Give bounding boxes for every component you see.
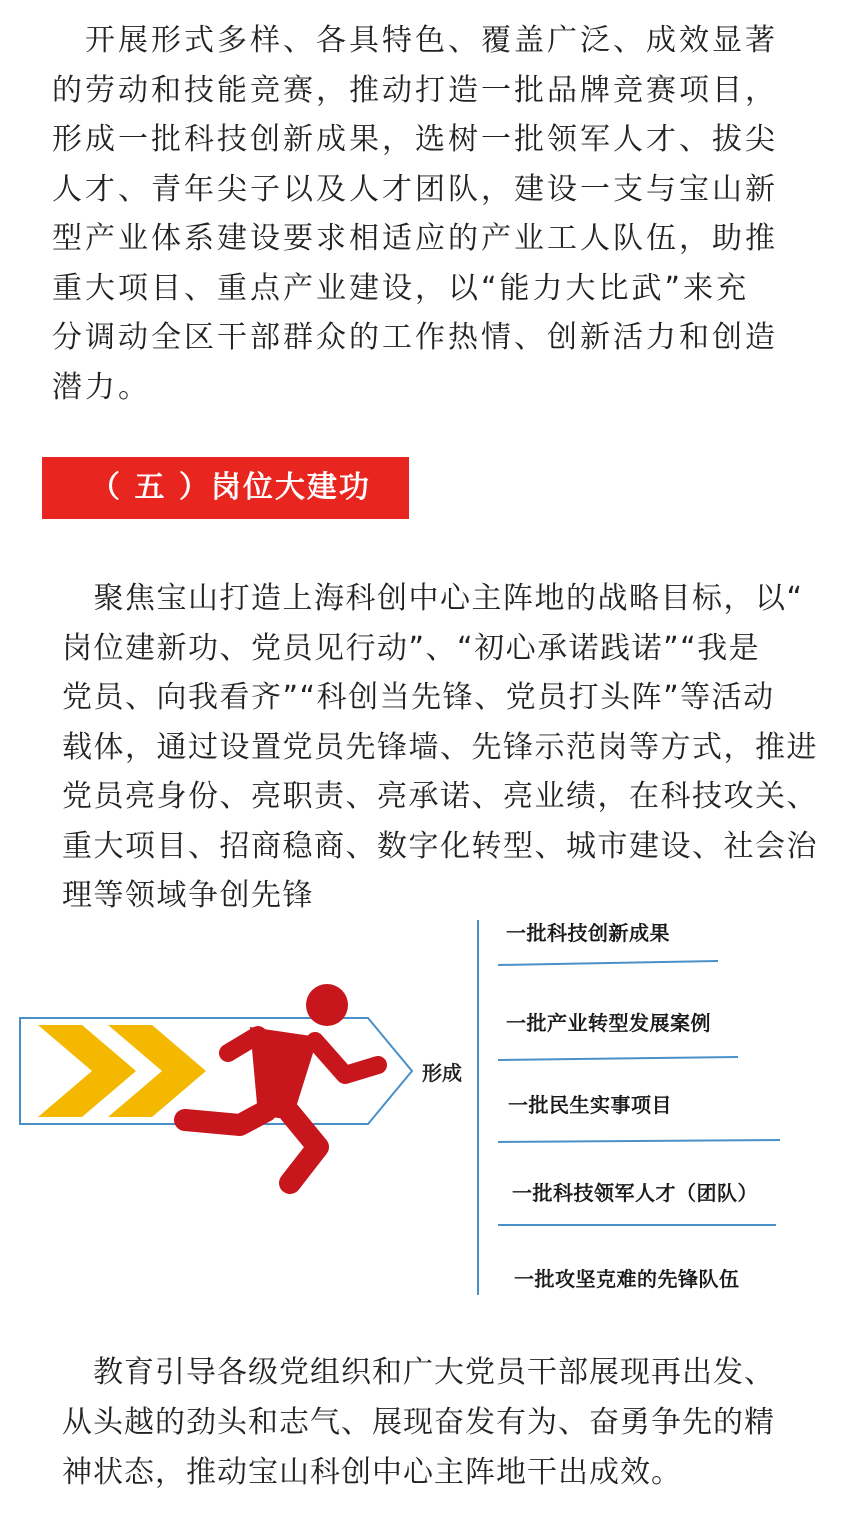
branch-item: 一批攻坚克难的先锋队伍 bbox=[514, 1267, 740, 1291]
outcomes-diagram bbox=[0, 915, 868, 1315]
body-paragraph bbox=[62, 574, 822, 921]
text-line: 潜力。 bbox=[52, 369, 151, 405]
diagram-graphics bbox=[0, 915, 868, 1315]
branch-item: 一批科技创新成果 bbox=[506, 921, 670, 945]
text-line: 重大项目、招商稳商、数字化转型、城市建设、社会治 bbox=[62, 828, 818, 864]
branch-item: 一批产业转型发展案例 bbox=[506, 1011, 711, 1035]
text-line: 理等领域争创先锋 bbox=[62, 878, 314, 913]
closing-paragraph bbox=[62, 1348, 822, 1498]
text-line: 重大项目、重点产业建设，以“能力大比武”来充 bbox=[52, 270, 750, 306]
branch-item: 一批科技领军人才（团队） bbox=[512, 1181, 758, 1205]
text-line: 开展形式多样、各具特色、覆盖广泛、成效显著 bbox=[52, 23, 778, 58]
section-heading: （ 五 ）岗位大建功 bbox=[42, 457, 409, 519]
center-label: 形成 bbox=[422, 1061, 462, 1085]
branch-underline bbox=[498, 1057, 738, 1060]
text-line: 分调动全区干部群众的工作热情、创新活力和创造 bbox=[52, 320, 778, 355]
text-line: 岗位建新功、党员见行动”、“初心承诺践诺”“我是 bbox=[62, 630, 761, 666]
text-line: 神状态，推动宝山科创中心主阵地干出成效。 bbox=[62, 1455, 682, 1490]
text-line: 的劳动和技能竞赛，推动打造一批品牌竞赛项目， bbox=[52, 72, 778, 108]
text-line: 教育引导各级党组织和广大党员干部展现再出发、 bbox=[62, 1355, 775, 1390]
text-line: 聚焦宝山打造上海科创中心主阵地的战略目标，以“ bbox=[62, 581, 804, 616]
intro-paragraph bbox=[52, 16, 812, 412]
text-line: 型产业体系建设要求相适应的产业工人队伍，助推 bbox=[52, 221, 778, 256]
branch-underline bbox=[498, 961, 718, 965]
text-line: 党员亮身份、亮职责、亮承诺、亮业绩，在科技攻关、 bbox=[62, 779, 818, 814]
text-line: 形成一批科技创新成果，选树一批领军人才、拔尖 bbox=[52, 122, 778, 157]
branch-underline bbox=[498, 1140, 780, 1142]
text-line: 载体，通过设置党员先锋墙、先锋示范岗等方式，推进 bbox=[62, 729, 818, 765]
text-line: 党员、向我看齐”“科创当先锋、党员打头阵”等活动 bbox=[62, 680, 775, 715]
text-line: 从头越的劲头和志气、展现奋发有为、奋勇争先的精 bbox=[62, 1405, 775, 1440]
branch-item: 一批民生实事项目 bbox=[508, 1093, 672, 1117]
text-line: 人才、青年尖子以及人才团队，建设一支与宝山新 bbox=[52, 171, 778, 207]
